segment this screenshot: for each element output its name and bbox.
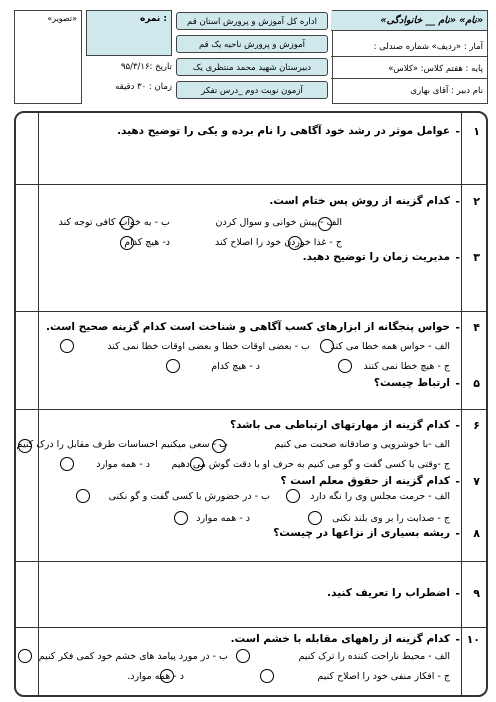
option-c-radio[interactable] <box>308 511 322 525</box>
question-text: کدام گزینه از راههای مقابله با خشم است. <box>230 633 450 645</box>
divider <box>16 184 486 185</box>
exam-date: تاریخ :۹۵/۳/۱۶ <box>120 62 172 72</box>
divider <box>16 627 486 628</box>
photo-label: «تصویر» <box>47 14 77 23</box>
option-b-radio[interactable] <box>60 339 74 353</box>
option-d-radio[interactable] <box>174 511 188 525</box>
student-info <box>332 10 488 104</box>
option-c: ج - افکار منفی خود را اصلاح کنیم <box>317 671 450 682</box>
option-c: ج - غذا خوردن خود را اصلاح کند <box>215 237 342 248</box>
option-c: ج - هیچ خطا نمی کنند <box>363 361 450 372</box>
option-b-radio[interactable] <box>76 489 90 503</box>
option-a-radio[interactable] <box>320 339 334 353</box>
option-d-radio[interactable] <box>166 359 180 373</box>
option-b: ب - بعضی اوقات خطا و بعضی اوقات خطا نمی کند <box>107 341 310 352</box>
question-text: ریشه بسیاری از نزاعها در چیست؟ <box>273 527 450 539</box>
question-number: ۲ <box>473 195 480 208</box>
option-a: الف - پیش خوانی و سوال کردن <box>215 217 342 228</box>
option-d: د - هیچ کدام <box>211 361 260 372</box>
option-a: الف - حرمت مجلس وی را نگه دارد <box>310 491 450 502</box>
question-text: کدام گزینه از مهارتهای ارتباطی می باشد؟ <box>230 419 450 431</box>
option-a: الف - محیط ناراحت کننده را ترک کنیم <box>298 651 450 662</box>
question-number: ۵ <box>473 377 480 390</box>
option-d: د - همه موارد. <box>127 671 184 682</box>
center-line-4: آزمون نوبت دوم _درس تفکر <box>176 81 328 99</box>
question-text: ارتباط چیست؟ <box>373 377 450 389</box>
divider <box>16 561 486 562</box>
divider <box>16 311 486 312</box>
option-a-radio[interactable] <box>318 217 332 231</box>
number-column-divider <box>461 113 462 695</box>
option-d-radio[interactable] <box>120 236 134 250</box>
option-c-radio[interactable] <box>260 669 274 683</box>
exam-time: زمان : ۳۰ دقیقه <box>115 82 172 92</box>
question-number: ۷ <box>473 475 480 488</box>
question-text: اضطراب را تعریف کنید. <box>327 587 450 599</box>
option-b: ب - در مورد پیامد های خشم خود کمی فکر کنیم <box>38 651 228 662</box>
option-c: ج - صدایت را بر وی بلند نکنی <box>332 513 450 524</box>
option-a-radio[interactable] <box>236 649 250 663</box>
option-c: ج -وقتی با کسی گفت و گو می کنیم به حرف او با دقت گوش می دهیم <box>171 459 450 470</box>
option-b: ب - سعی میکنیم احساسات طرف مقابل را درک کنیم <box>16 439 228 450</box>
option-b-radio[interactable] <box>18 649 32 663</box>
stats-row: آمار : «ردیف» شماره صندلی : <box>331 37 487 57</box>
questions-area: ۱ - عوامل موثر در رشد خود آگاهی را نام برده و یکی را توضیح دهید. ۲ - کدام گزینه از روش پس ختام است. الف - پیش خوانی و سوال کردن ب - به خواب کافی توجه کند ج - غذا خوردن خود را اصلاح کند د- هیچ کدام ۳ - مدیریت زمان را توضیح دهید. ۴ - حواس پنجگانه از ابزارهای کسب آگاهی و شناخت است کدام گزینه صحیح است. الف - حواس همه خطا می کند ب - بعضی اوقات خطا و بعضی اوقات خطا نمی کند ج - هیچ خطا نمی کنند د - هیچ کدام ۵ - ارتباط چیست؟ ۶ - کدام گزینه از مهارتهای ارتباطی می باشد؟ الف -با خوشرویی و صادقانه صحبت می کنیم ب - سعی میکنیم احساسات طرف مقابل را درک کنیم ج -وقتی با کسی گفت و گو می کنیم به حرف او با دقت گوش می دهیم د - همه موارد ۷ - کدام گزینه از حقوق معلم است ؟ الف - حرمت مجلس وی را نگه دارد ب - در حضورش با کسی گفت و گو نکنی ج - صدایت را بر وی بلند نکنی د - همه موارد ۸ - ریشه بسیاری از نزاعها در چیست؟ ۹ - اضطراب را تعریف کنید. ۱۰ - کدام گزینه از راههای مقابله با خشم است. الف - محیط ناراحت کننده را ترک کنیم ب - در مورد پیامد های خشم خود کمی فکر کنیم ج - افکار منفی خود را اصلاح کنیم د - همه موارد. <box>14 111 488 697</box>
option-c-radio[interactable] <box>338 359 352 373</box>
center-line-2: آموزش و پرورش ناحیه یک قم <box>176 35 328 53</box>
grade-label: نمره : <box>139 14 167 24</box>
option-d: د - همه موارد <box>196 513 250 524</box>
question-number: ۳ <box>473 251 480 264</box>
question-number: ۱۰ <box>466 633 480 646</box>
option-a-radio[interactable] <box>286 489 300 503</box>
divider <box>16 409 486 410</box>
question-text: کدام گزینه از حقوق معلم است ؟ <box>280 475 450 487</box>
center-line-1: اداره کل آموزش و پرورش استان قم <box>176 12 328 30</box>
option-c-radio[interactable] <box>190 457 204 471</box>
option-d: د- هیچ کدام <box>124 237 170 248</box>
school-info <box>176 10 328 104</box>
question-text: کدام گزینه از روش پس ختام است. <box>269 195 450 207</box>
question-text: مدیریت زمان را توضیح دهید. <box>302 251 450 263</box>
center-line-3: دبیرستان شهید محمد منتظری یک <box>176 58 328 76</box>
teacher-row: نام دبیر : آقای بهاری <box>410 86 483 96</box>
question-number: ۱ <box>473 125 480 138</box>
option-d: د - همه موارد <box>96 459 150 470</box>
question-number: ۶ <box>473 419 480 432</box>
option-b-radio[interactable] <box>18 439 32 453</box>
option-d-radio[interactable] <box>60 457 74 471</box>
option-a: الف -با خوشرویی و صادقانه صحبت می کنیم <box>274 439 450 450</box>
question-text: حواس پنجگانه از ابزارهای کسب آگاهی و شناخت است کدام گزینه صحیح است. <box>45 321 450 333</box>
option-c-radio[interactable] <box>288 236 302 250</box>
grade-box <box>86 10 172 56</box>
question-text: عوامل موثر در رشد خود آگاهی را نام برده و یکی را توضیح دهید. <box>117 125 450 137</box>
option-d-radio[interactable] <box>160 669 174 683</box>
option-b: ب - در حضورش با کسی گفت و گو نکنی <box>108 491 270 502</box>
photo-box <box>14 10 82 104</box>
class-row: پایه : هفتم کلاس: «کلاس» <box>331 59 487 79</box>
option-b: ب - به خواب کافی توجه کند <box>58 217 170 228</box>
option-a: الف - حواس همه خطا می کند <box>330 341 450 352</box>
score-column-divider <box>38 113 39 695</box>
exam-header <box>14 10 488 106</box>
option-b-radio[interactable] <box>120 216 134 230</box>
student-name: «نام» «نام __ خانوادگی» <box>331 11 487 31</box>
question-number: ۸ <box>473 527 480 540</box>
question-number: ۴ <box>473 321 480 334</box>
question-number: ۹ <box>473 587 480 600</box>
